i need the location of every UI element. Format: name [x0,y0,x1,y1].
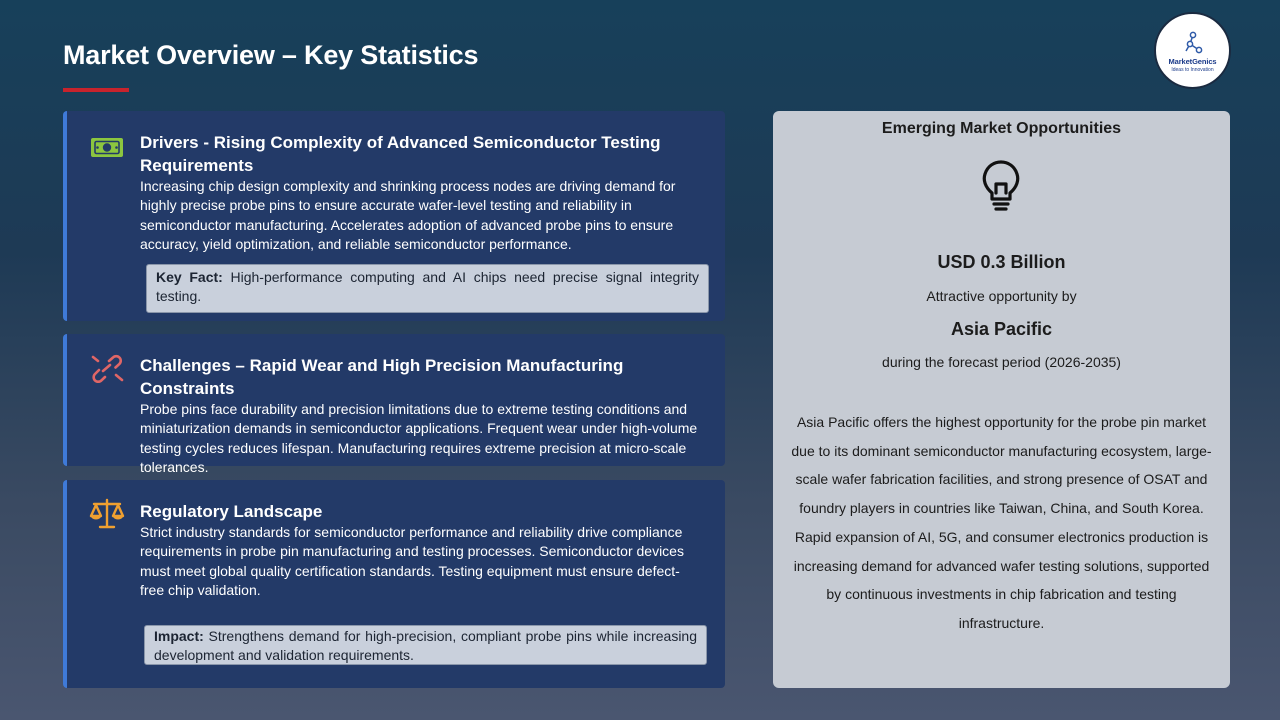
opportunity-region: Asia Pacific [950,319,1053,339]
drivers-text: Increasing chip design complexity and shrinking process nodes are driving demand for highly precise probe pins to ensure accurate wafer-level testing and reliability in semiconductor manufacturing. Accelerates adoption of advanced probe pins to ensure accuracy, yield optimization, and reliable semiconductor performance. [140,178,676,252]
regulatory-title: Regulatory Landscape [140,502,323,521]
challenges-text: Probe pins face durability and precision limitations due to extreme testing conditions and miniaturization demands in semiconductor applications. Frequent wear under high-volume testing cycles reduces lifespan. Manufacturing requires extreme precision at micro-scale tolerances. [140,401,698,475]
challenges-title: Challenges – Rapid Wear and High Precision Manufacturing Constraints [140,356,624,398]
opportunity-heading: Emerging Market Opportunities [881,120,1122,137]
regulatory-card [63,480,725,688]
company-logo [1154,12,1231,89]
opportunity-panel [773,111,1230,688]
network-nodes-icon [1181,31,1205,55]
key-fact-text: High-performance computing and AI chips need precise signal integrity testing. [156,269,699,304]
opportunity-period: during the forecast period (2026-2035) [882,354,1121,370]
impact-label: Impact: [154,628,204,644]
money-icon [89,131,125,163]
impact-box [144,625,707,665]
scales-icon [89,498,125,530]
challenges-card [63,334,725,475]
drivers-title: Drivers - Rising Complexity of Advanced Semiconductor Testing Requirements [140,133,661,175]
key-fact-label: Key Fact: [156,269,223,285]
logo-name: MarketGenics [1168,56,1217,66]
key-fact-box [146,264,709,313]
lightbulb-icon [979,159,1023,213]
opportunity-amount: USD 0.3 Billion [937,252,1066,272]
title-underline [63,88,129,92]
broken-link-icon [89,352,125,384]
page-title: Market Overview – Key Statistics [63,40,479,70]
impact-text: Strengthens demand for high-precision, compliant probe pins while increasing development and validation requirements. [154,628,697,663]
opportunity-subtitle: Attractive opportunity by [926,288,1077,304]
drivers-card [63,111,725,321]
regulatory-text: Strict industry standards for semiconductor performance and reliability drive compliance requirements in probe pin manufacturing and testing processes. Semiconductor devices must meet global quality certification standards. Testing equipment must ensure defect-free chip validation. [140,524,684,598]
opportunity-description: Asia Pacific offers the highest opportunity for the probe pin market due to its dominant semiconductor manufacturing ecosystem, large-scale wafer fabrication facilities, and strong presence of OSAT and foundry players in countries like Taiwan, China, and South Korea. Rapid expansion of AI, 5G, and consumer electronics production is increasing demand for advanced wafer testing solutions, supported by continuous investments in chip fabrication and testing infrastructure. [791,414,1212,631]
logo-tagline: Ideas to Innovation [1171,66,1214,73]
